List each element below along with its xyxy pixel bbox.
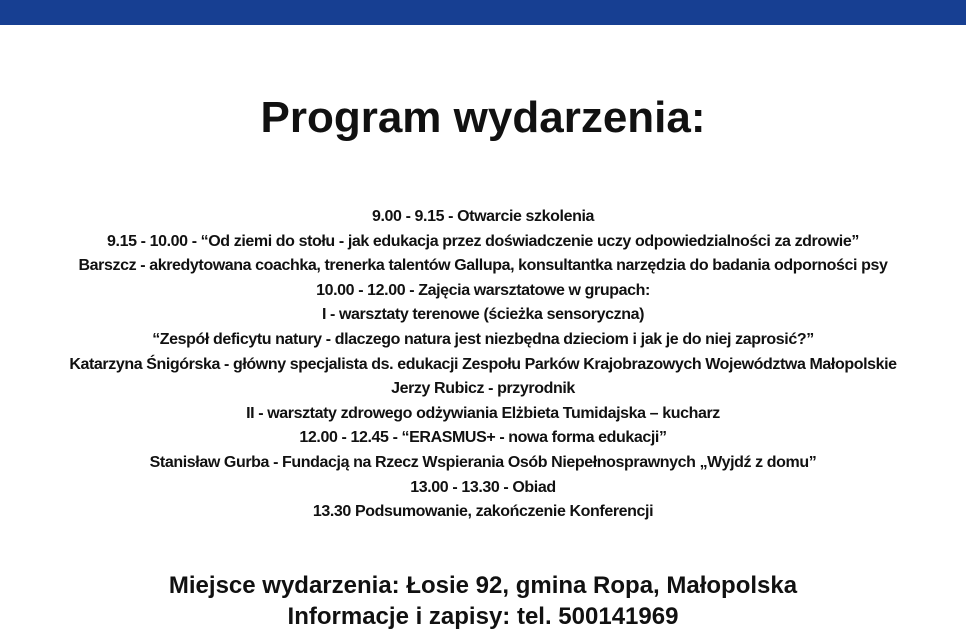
event-info <box>0 570 966 632</box>
program-item: II - warsztaty zdrowego odżywiania Elżbieta Tumidajska – kucharz <box>246 404 720 422</box>
program-list <box>0 205 966 525</box>
program-item: 9.00 - 9.15 - Otwarcie szkolenia <box>372 208 594 225</box>
program-item: 12.00 - 12.45 - “ERASMUS+ - nowa forma edukacji” <box>299 429 667 447</box>
program-item: “Zespół deficytu natury - dlaczego natura jest niezbędna dzieciom i jak je do niej zaprosić?” <box>152 330 814 348</box>
event-contact: Informacje i zapisy: tel. 500141969 <box>287 603 679 630</box>
program-item: 9.15 - 10.00 - “Od ziemi do stołu - jak edukacja przez doświadczenie uczy odpowiedzialności za zdrowie” <box>107 232 859 250</box>
program-item: Barszcz - akredytowana coachka, trenerka talentów Gallupa, konsultantka narzędzia do badania odporności psy <box>78 257 888 275</box>
header-bar <box>0 0 966 25</box>
program-item: 13.00 - 13.30 - Obiad <box>410 478 556 496</box>
event-location: Miejsce wydarzenia: Łosie 92, gmina Ropa, Małopolska <box>168 572 798 599</box>
program-item: Jerzy Rubicz - przyrodnik <box>391 380 575 398</box>
program-item: 10.00 - 12.00 - Zajęcia warsztatowe w grupach: <box>316 281 650 299</box>
program-item: Stanisław Gurba - Fundacją na Rzecz Wspierania Osób Niepełnosprawnych „Wyjdź z domu” <box>149 453 817 471</box>
program-item: 13.30 Podsumowanie, zakończenie Konferencji <box>312 503 654 521</box>
page-title: Program wydarzenia: <box>260 93 706 142</box>
program-item: Katarzyna Śnigórska - główny specjalista ds. edukacji Zespołu Parków Krajobrazowych Województwa Małopolskie <box>69 355 897 373</box>
program-item: I - warsztaty terenowe (ścieżka sensoryczna) <box>321 306 645 324</box>
